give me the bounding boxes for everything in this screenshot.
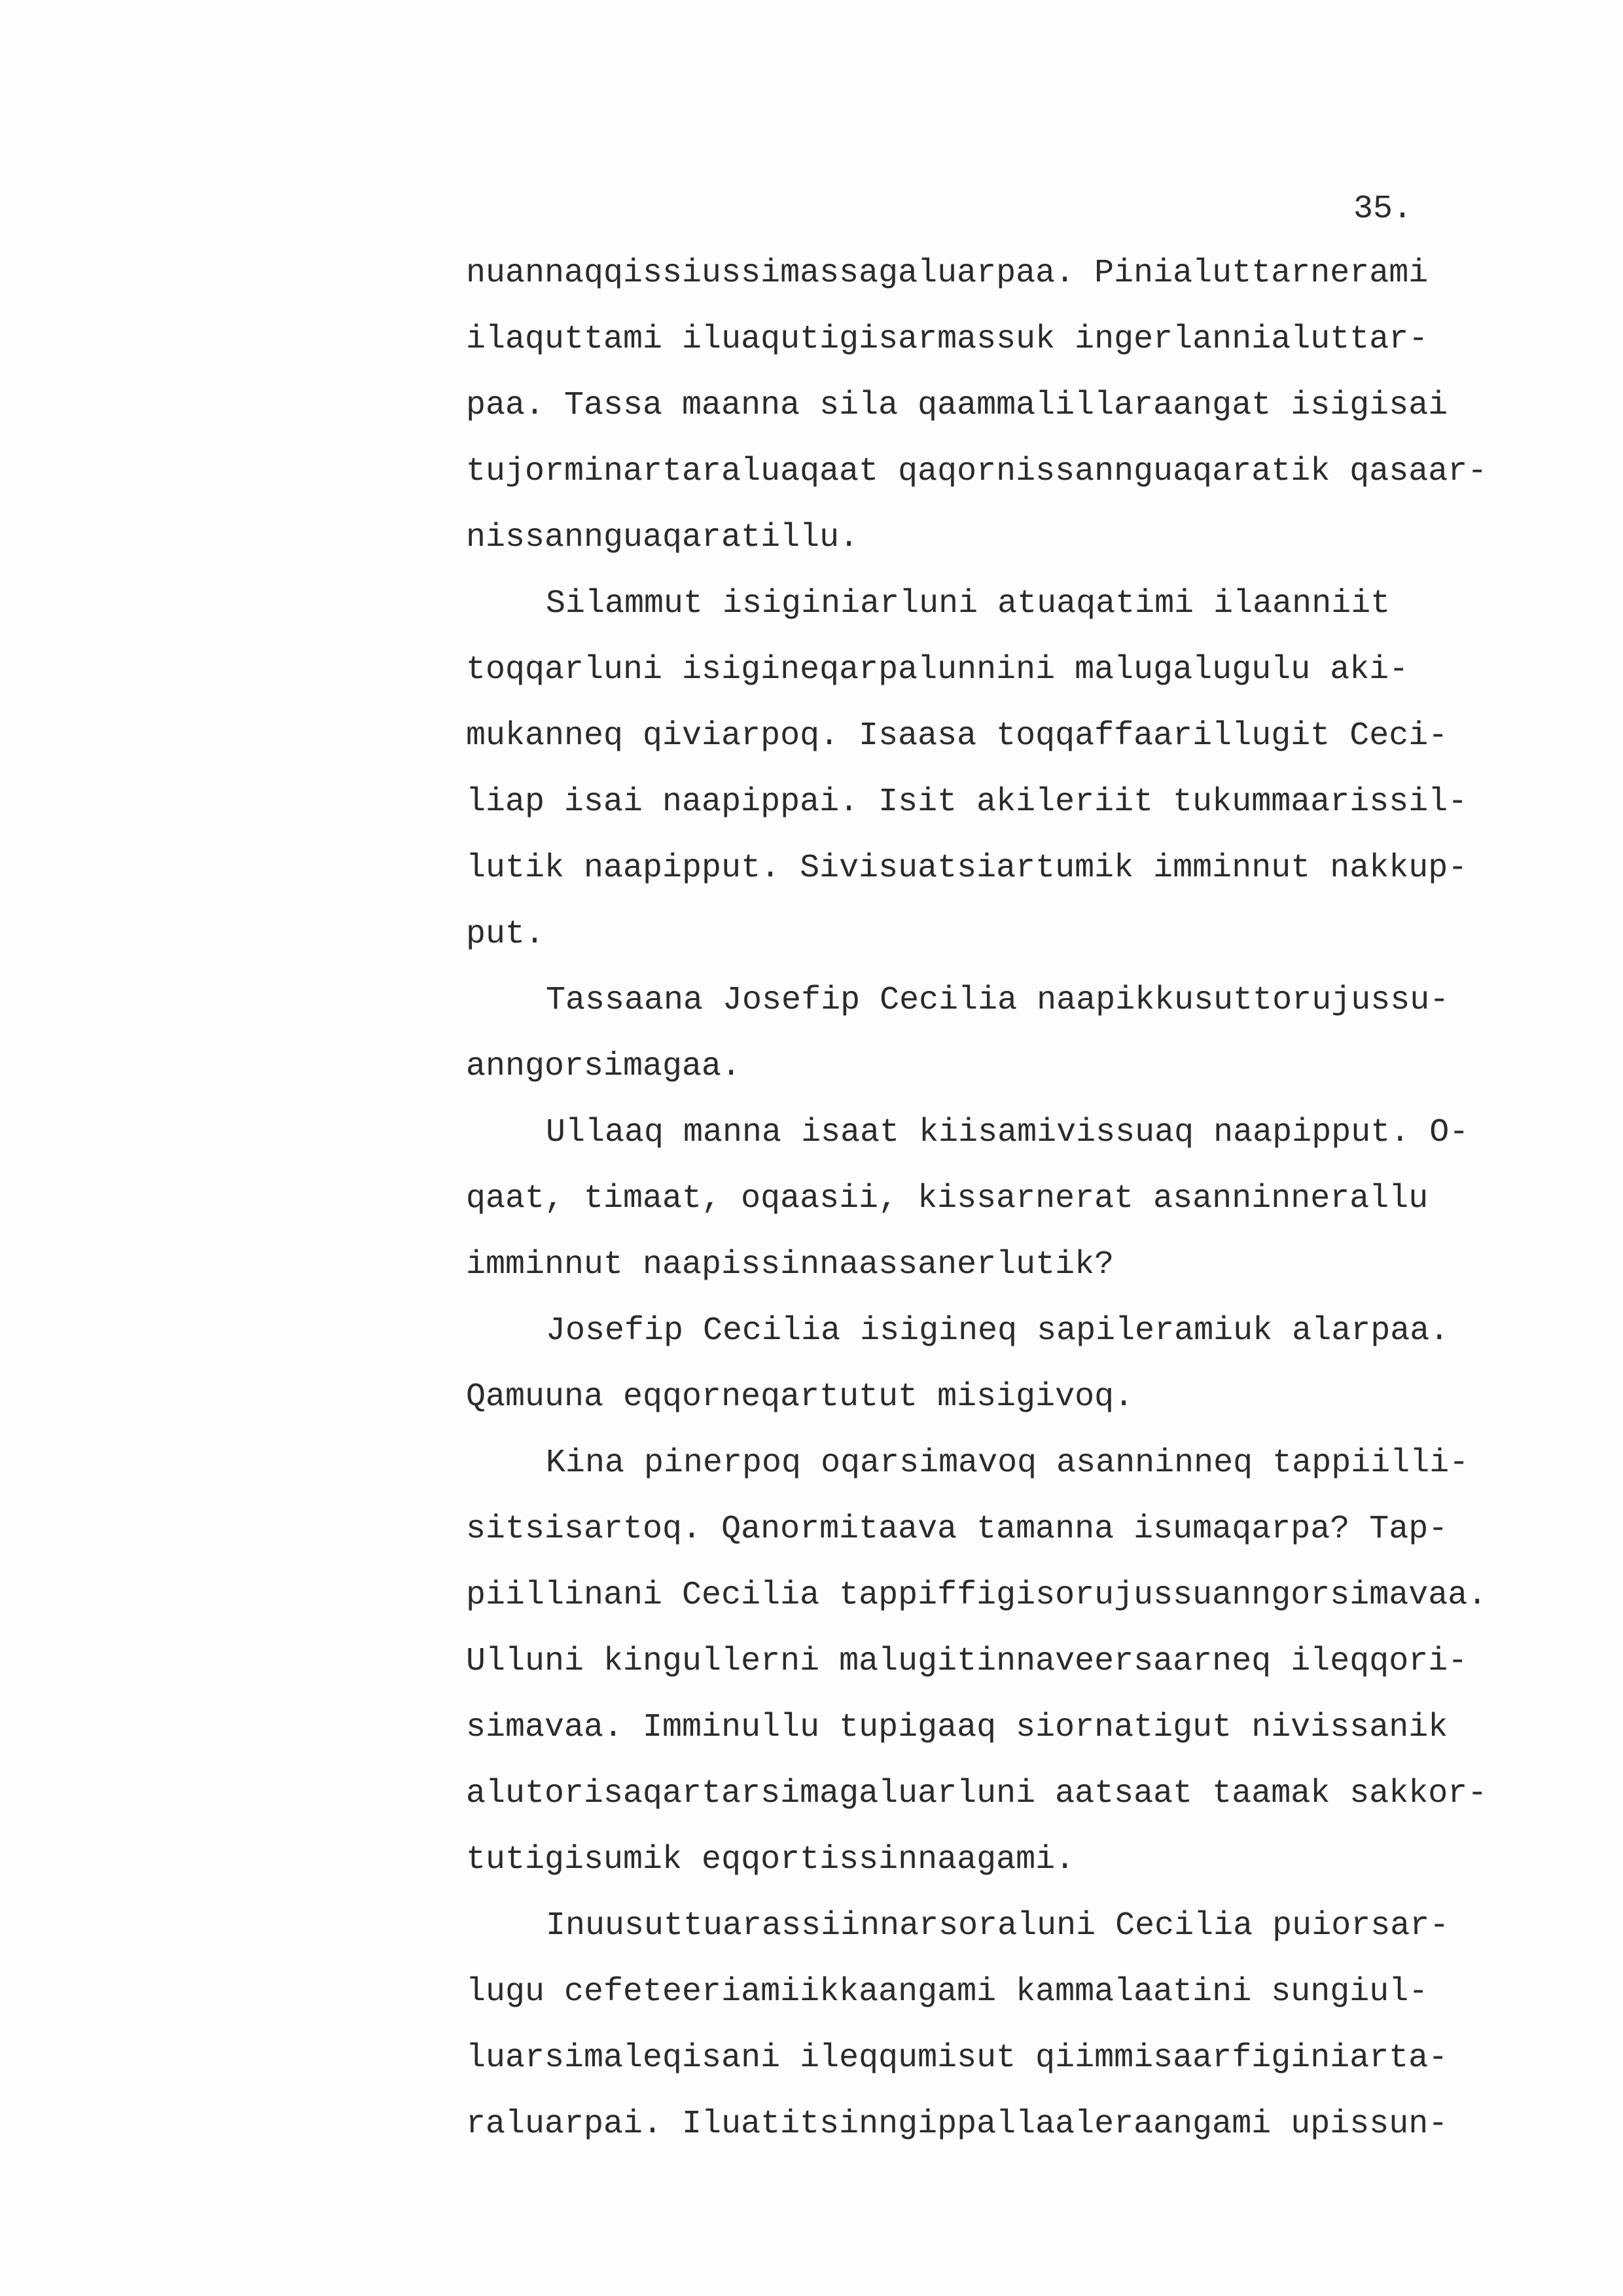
text-line: liap isai naapippai. Isit akileriit tukummaarissil-: [466, 783, 1468, 821]
text-line: Ulluni kingullerni malugitinnaveersaarneq ileqqori-: [466, 1643, 1468, 1680]
text-line: raluarpai. Iluatitsinngippallaaleraangami upissun-: [466, 2106, 1448, 2143]
text-line: Silammut isiginiarluni atuaqatimi ilaanniit: [546, 585, 1391, 622]
text-line: Qamuuna eqqorneqartutut misigivoq.: [466, 1378, 1134, 1416]
text-line: piillinani Cecilia tappiffigisorujussuanngorsimavaa.: [466, 1577, 1488, 1614]
text-line: qaat, timaat, oqaasii, kissarnerat asanninnerallu: [466, 1180, 1429, 1217]
text-line: lutik naapipput. Sivisuatsiartumik imminnut nakkup-: [466, 850, 1468, 887]
text-line: Kina pinerpoq oqarsimavoq asanninneq tappiilli-: [546, 1444, 1469, 1482]
text-line: Ullaaq manna isaat kiisamivissuaq naapipput. O-: [546, 1114, 1469, 1151]
text-line: put.: [466, 916, 545, 953]
text-line: imminnut naapissinnaassanerlutik?: [466, 1246, 1115, 1283]
text-line: lugu cefeteeriamiikkaangami kammalaatini sungiul-: [466, 1973, 1429, 2011]
text-line: mukanneq qiviarpoq. Isaasa toqqaffaarillugit Ceci-: [466, 717, 1448, 755]
text-line: anngorsimagaa.: [466, 1048, 741, 1085]
text-line: nuannaqqissiussimassagaluarpaa. Pinialuttarnerami: [466, 255, 1429, 292]
text-line: tujorminartaraluaqaat qaqornissannguaqaratik qasaar-: [466, 453, 1488, 490]
page-number: 35.: [1353, 190, 1413, 228]
text-line: paa. Tassa maanna sila qaammalillaraangat isigisai: [466, 387, 1448, 424]
text-line: alutorisaqartarsimagaluarluni aatsaat taamak sakkor-: [466, 1775, 1488, 1812]
text-line: tutigisumik eqqortissinnaagami.: [466, 1841, 1075, 1878]
text-line: simavaa. Imminullu tupigaaq siornatigut nivissanik: [466, 1709, 1448, 1746]
text-line: luarsimaleqisani ileqqumisut qiimmisaarfiginiarta-: [466, 2039, 1448, 2077]
text-line: toqqarluni isigineqarpalunnini malugalugulu aki-: [466, 651, 1409, 689]
text-line: Josefip Cecilia isigineq sapileramiuk alarpaa.: [546, 1312, 1450, 1350]
text-line: sitsisartoq. Qanormitaava tamanna isumaqarpa? Tap-: [466, 1511, 1448, 1548]
text-line: Inuusuttuarassiinnarsoraluni Cecilia puiorsar-: [546, 1907, 1450, 1945]
text-line: ilaquttami iluaqutigisarmassuk ingerlannialuttar-: [466, 321, 1429, 358]
text-line: Tassaana Josefip Cecilia naapikkusuttorujussu-: [546, 982, 1450, 1019]
text-line: nissannguaqaratillu.: [466, 519, 859, 556]
body-text: [466, 254, 1592, 2171]
